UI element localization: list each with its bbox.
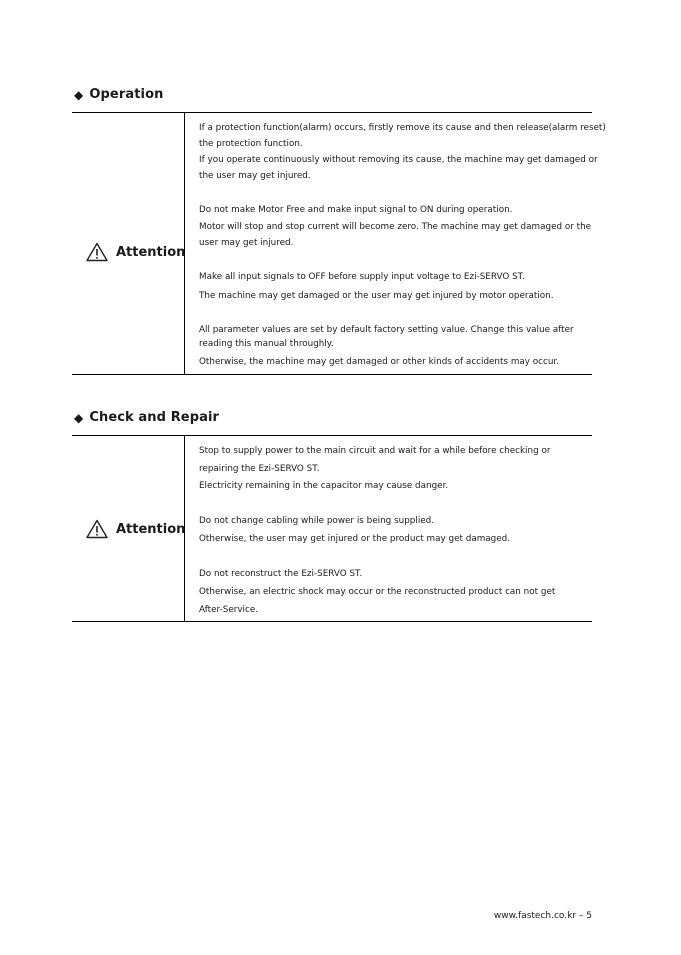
notice-line: Otherwise, the user may get injured or the product may get damaged. [199, 534, 511, 544]
attention-column [72, 436, 185, 621]
attention-label: Attention [116, 244, 186, 260]
diamond-bullet-icon: ◆ [74, 410, 84, 425]
notice-line: Do not change cabling while power is being supplied. [199, 516, 435, 526]
notice-line: user may get injured. [199, 238, 294, 248]
notice-line: Do not make Motor Free and make input signal to ON during operation. [199, 205, 513, 215]
section-title-text: Operation [89, 87, 164, 102]
attention-heading [86, 242, 185, 262]
warning-triangle-icon [86, 242, 108, 262]
notice-line: Otherwise, the machine may get damaged or other kinds of accidents may occur. [199, 357, 560, 367]
notice-line: Stop to supply power to the main circuit and wait for a while before checking or [199, 446, 551, 456]
page-footer: www.fastech.co.kr – 5 [493, 911, 592, 921]
diamond-bullet-icon: ◆ [74, 87, 84, 102]
attention-column [72, 113, 185, 374]
notice-line: the protection function. [199, 139, 303, 149]
notice-line: the user may get injured. [199, 171, 311, 181]
notice-line: Motor will stop and stop current will become zero. The machine may get damaged or the [199, 222, 592, 232]
notice-line: Make all input signals to OFF before supply input voltage to Ezi-SERVO ST. [199, 272, 525, 282]
section-title-operation [74, 87, 163, 102]
operation-notice-box [72, 112, 606, 375]
warning-triangle-icon [86, 519, 108, 539]
notice-line: reading this manual throughly. [199, 339, 334, 349]
notice-line: Electricity remaining in the capacitor may cause danger. [199, 481, 449, 491]
attention-heading [86, 519, 185, 539]
notice-line: repairing the Ezi-SERVO ST. [199, 464, 320, 474]
notice-line: All parameter values are set by default factory setting value. Change this value after [199, 325, 574, 335]
notice-line: If a protection function(alarm) occurs, firstly remove its cause and then release(alarm reset) [199, 123, 606, 133]
notice-line: If you operate continuously without removing its cause, the machine may get damaged or [199, 155, 598, 165]
attention-label: Attention [116, 521, 186, 537]
notice-line: Otherwise, an electric shock may occur or the reconstructed product can not get [199, 587, 556, 597]
notice-line: Do not reconstruct the Ezi-SERVO ST. [199, 569, 363, 579]
notice-line: The machine may get damaged or the user may get injured by motor operation. [199, 291, 554, 301]
section-title-check-and-repair [74, 410, 219, 425]
notice-line: After-Service. [199, 605, 259, 615]
section-title-text: Check and Repair [89, 410, 220, 425]
check-repair-notice-box [72, 435, 592, 622]
